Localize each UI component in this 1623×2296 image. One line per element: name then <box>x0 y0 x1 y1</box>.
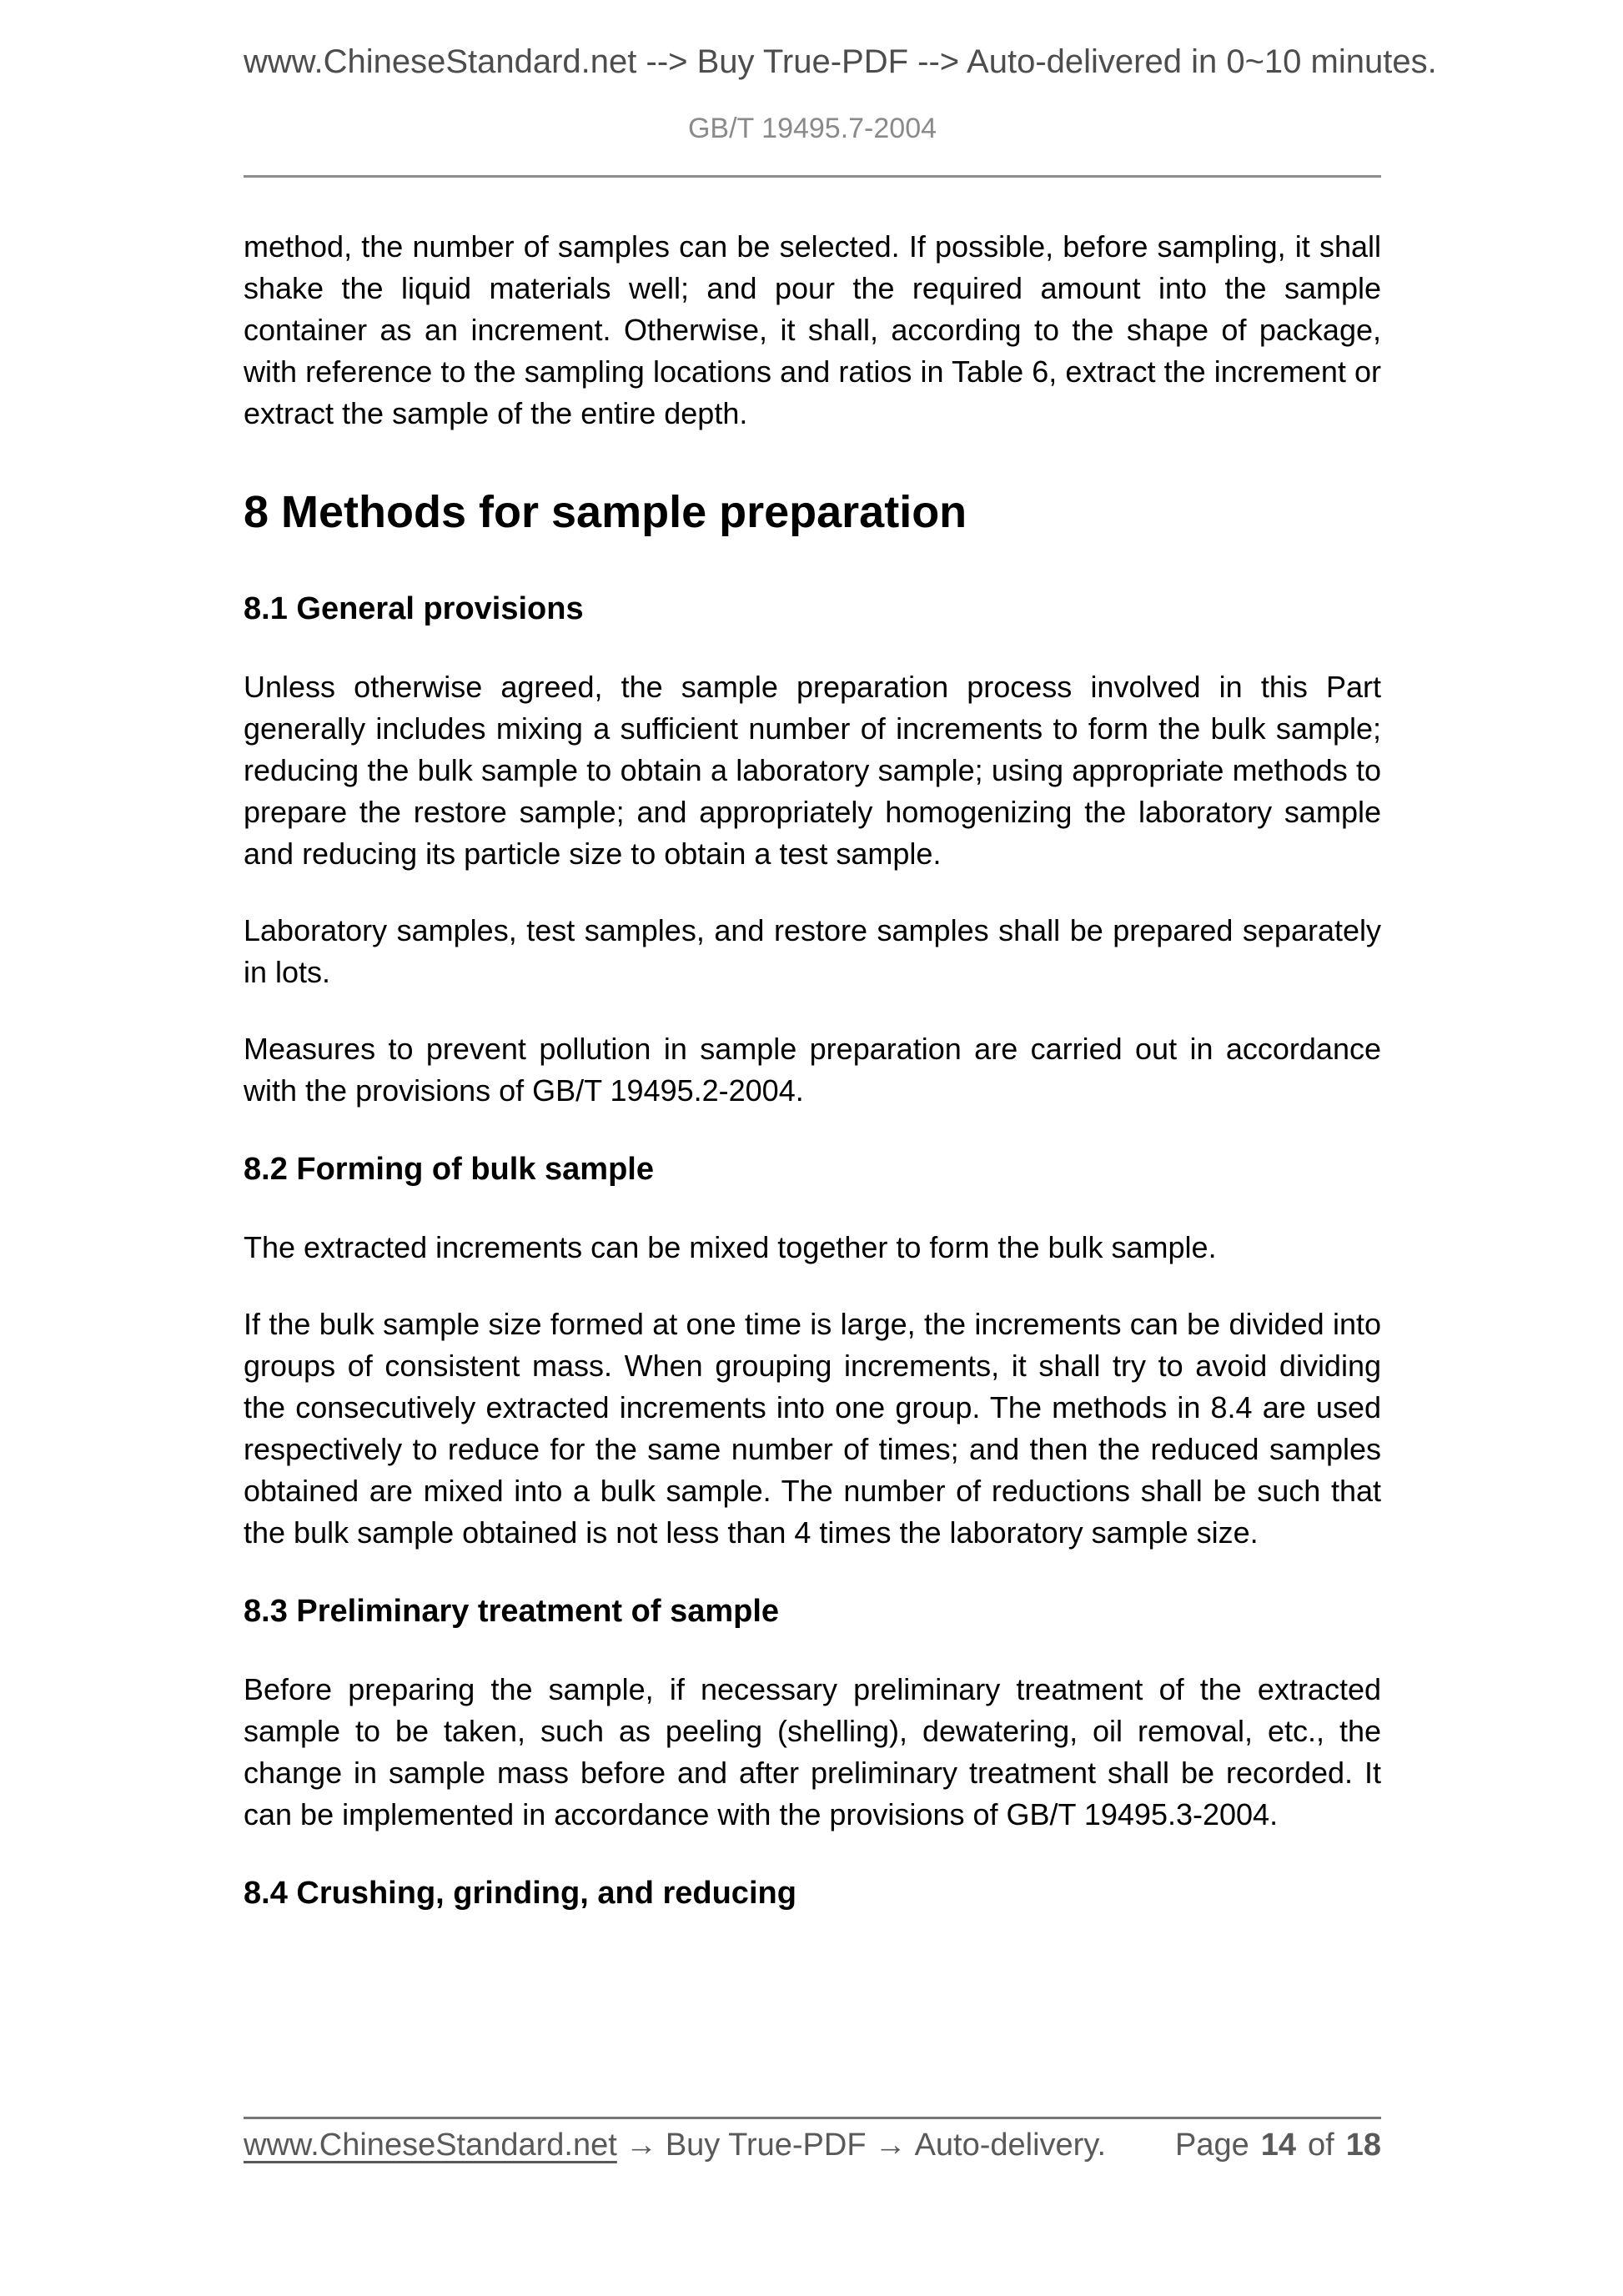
footer-delivery-label: Auto-delivery. <box>914 2128 1107 2163</box>
paragraph-8-2-a: The extracted increments can be mixed together to form the bulk sample. <box>244 1230 1217 1264</box>
footer-buy-label: Buy True-PDF <box>665 2128 867 2163</box>
header-divider <box>244 175 1381 178</box>
footer-divider <box>244 2117 1381 2119</box>
footer-site-link[interactable]: www.ChineseStandard.net <box>244 2128 617 2163</box>
paragraph-8-2-b: If the bulk sample size formed at one time is large, the increments can be divided into groups of consistent mass. When grouping increments, it shall try to avoid dividing the consecutively extracted increments into one group. The methods in 8.4 are used respectively to reduce for the same number of times; and then the reduced samples obtained are mixed into a bulk sample. The number of reductions shall be such that the bulk sample obtained is not less than 4 times the laboratory sample size. <box>244 1307 1381 1550</box>
paragraph-8-1-a: Unless otherwise agreed, the sample preparation process involved in this Part generally includes mixing a sufficient number of increments to form the bulk sample; reducing the bulk sample to obtain a laboratory sample; using appropriate methods to prepare the restore sample; and appropriately homogenizing the laboratory sample and reducing its particle size to obtain a test sample. <box>244 670 1381 871</box>
section-8-3-title: 8.3 Preliminary treatment of sample <box>244 1594 780 1629</box>
right-arrow-icon: → <box>625 2128 657 2163</box>
page-indicator <box>1175 2126 1381 2164</box>
paragraph-8-1-c: Measures to prevent pollution in sample preparation are carried out in accordance with the provisions of GB/T 19495.2-2004. <box>244 1032 1381 1108</box>
paragraph-8-1-b: Laboratory samples, test samples, and restore samples shall be prepared separately in lots. <box>244 913 1381 989</box>
page-of-label: of <box>1308 2128 1334 2163</box>
standard-number: GB/T 19495.7-2004 <box>687 113 937 144</box>
header-tagline: www.ChineseStandard.net --> Buy True-PDF --> Auto-delivered in 0~10 minutes. <box>244 43 1437 80</box>
section-8-1-title: 8.1 General provisions <box>244 591 584 626</box>
document-body <box>244 226 1381 1912</box>
page-current: 14 <box>1260 2128 1297 2163</box>
section-8-title: 8 Methods for sample preparation <box>244 487 967 537</box>
section-8-2-title: 8.2 Forming of bulk sample <box>244 1152 654 1187</box>
footer-tagline <box>244 2126 1106 2164</box>
paragraph-intro: method, the number of samples can be selected. If possible, before sampling, it shall shake the liquid materials well; and pour the required amount into the sample container as an increment. Otherwise, it shall, according to the shape of package, with reference to the sampling locations and ratios in Table 6, extract the increment or extract the sample of the entire depth. <box>244 229 1381 430</box>
right-arrow-icon: → <box>874 2128 907 2163</box>
page-total: 18 <box>1345 2128 1381 2163</box>
footer-row <box>244 2126 1381 2164</box>
page-footer <box>244 2117 1381 2164</box>
page-label: Page <box>1174 2128 1249 2163</box>
paragraph-8-3-a: Before preparing the sample, if necessary preliminary treatment of the extracted sample to be taken, such as peeling (shelling), dewatering, oil removal, etc., the change in sample mass before and after preliminary treatment shall be recorded. It can be implemented in accordance with the provisions of GB/T 19495.3-2004. <box>244 1672 1381 1831</box>
section-8-4-title: 8.4 Crushing, grinding, and reducing <box>244 1876 796 1911</box>
